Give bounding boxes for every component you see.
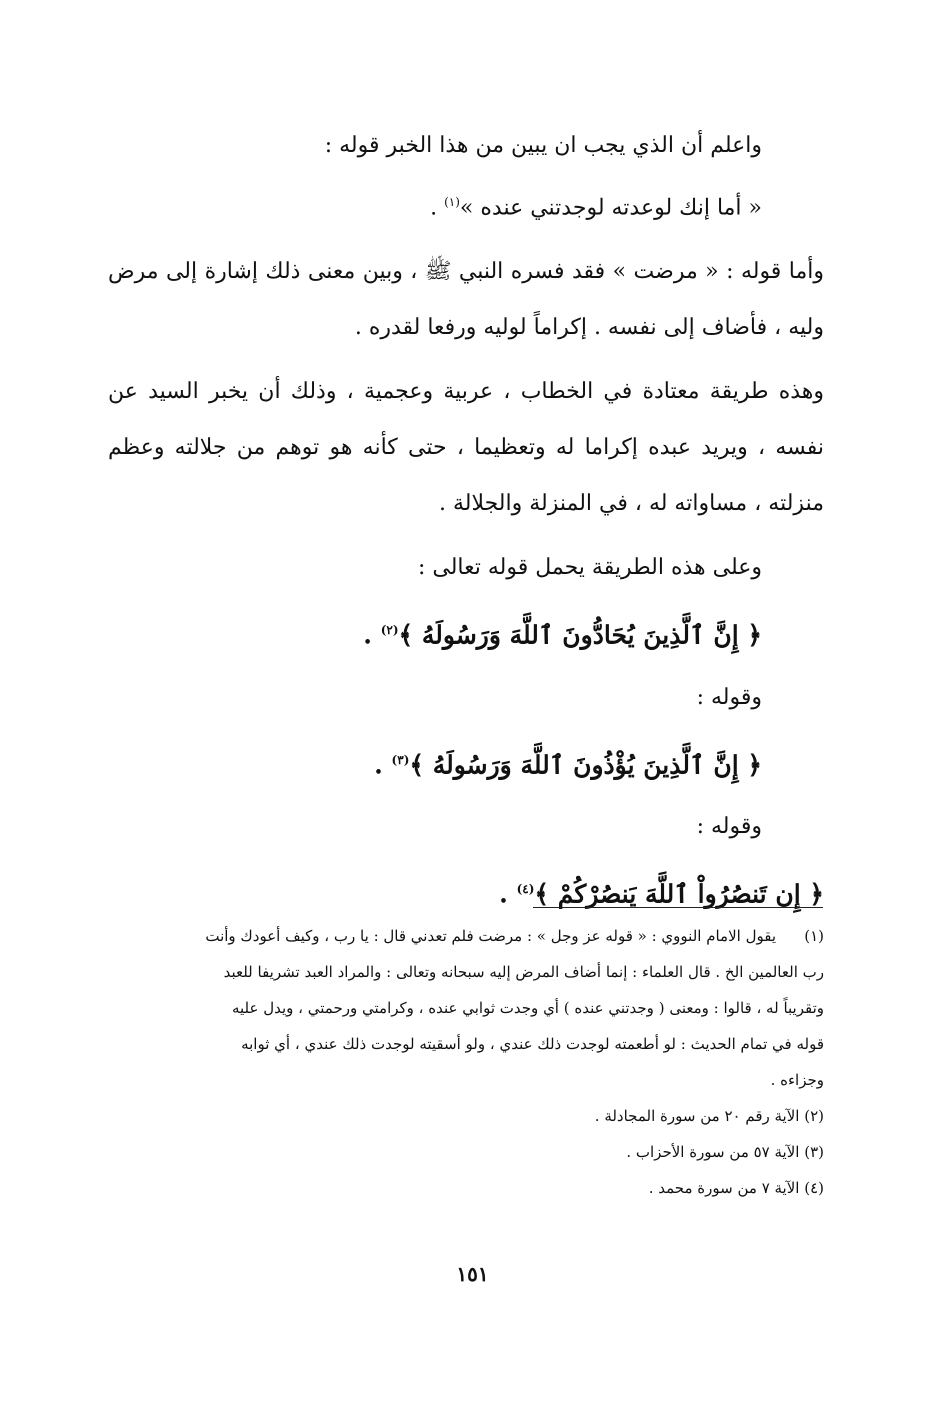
footnote-1-line-2: رب العالمين الخ . قال العلماء : إنما أضاف المرض إليه سبحانه وتعالى : والمراد العبد تشريفا للعبد: [223, 963, 824, 981]
period: .: [374, 749, 383, 779]
footnotes: [108, 918, 824, 1206]
footnote-ref-1: (١): [444, 195, 460, 209]
paragraph-1-line-1: واعلم أن الذي يجب ان يبين من هذا الخبر قوله :: [324, 133, 762, 158]
footnote-1-line-5: وجزاءه .: [770, 1071, 824, 1089]
footnote-3: (٣) الآية ٥٧ من سورة الأحزاب .: [626, 1143, 824, 1161]
footnote-4: (٤) الآية ٧ من سورة محمد .: [648, 1179, 824, 1197]
paragraph-1-line-2: [108, 174, 824, 236]
footnote-ref-3: (٣): [391, 752, 410, 767]
paragraph-2-line-2: وليه ، فأضاف إلى نفسه . إكراماً لوليه ورفعا لقدره .: [354, 315, 824, 341]
footnote-1-line-4: قوله في تمام الحديث : لو أطعمته لوجدت ذلك عندي ، ولو أسقيته لوجدت ذلك عندي ، أي ثوابه: [241, 1035, 824, 1053]
footnote-1-line-1: [108, 918, 824, 954]
main-text: [108, 118, 824, 928]
paragraph-2-line-1: وأما قوله : « مرضت » فقد فسره النبي ﷺ ، وبين معنى ذلك إشارة إلى مرض: [108, 259, 824, 285]
quran-verse-2: [108, 726, 824, 799]
period: .: [430, 195, 438, 221]
quran-verse-1: [108, 596, 824, 669]
footnote-1-line-3: وتقريباً له ، قالوا : ومعنى ( وجدتني عنده ) أي وجدت ثوابي عنده ، وكرامتي ورحمتي ، ويدل عليه: [231, 999, 824, 1017]
verse-text: ﴿ إِنَّ ٱلَّذِينَ يُحَادُّونَ ٱللَّهَ وَرَسُولَهُ ﴾: [398, 620, 762, 650]
period: .: [499, 879, 508, 909]
paragraph-3-line-1: وهذه طريقة معتادة في الخطاب ، عربية وعجمية ، وذلك أن يخبر السيد عن: [108, 379, 824, 405]
hadith-quote: « أما إنك لوعدته لوجدتني عنده »: [459, 195, 762, 221]
footnote-2: (٢) الآية رقم ٢٠ من سورة المجادلة .: [594, 1107, 824, 1125]
footnote-ref-4: (٤): [516, 881, 535, 896]
period: .: [363, 620, 372, 650]
footnote-divider: [533, 907, 823, 908]
paragraph-3-line-3: منزلته ، مساواته له ، في المنزلة والجلالة .: [438, 491, 824, 517]
page-number: ١٥١: [456, 1262, 489, 1286]
paragraph-4-line-1: وعلى هذه الطريقة يحمل قوله تعالى :: [417, 555, 762, 581]
footnote-1-text: يقول الامام النووي : « قوله عز وجل » : مرضت فلم تعدني قال : يا رب ، وكيف أعودك وأنت: [205, 927, 776, 945]
footnote-ref-2: (٢): [380, 623, 399, 638]
footnote-1-number: (١): [804, 927, 824, 945]
paragraph-3-line-2: نفسه ، ويريد عبده إكراما له وتعظيما ، حتى كأنه هو توهم من جلالته وعظم: [108, 435, 824, 461]
verse-text: ﴿ إِن تَنصُرُواْ ٱللَّهَ يَنصُرْكُمْ ﴾: [534, 879, 824, 909]
and-his-saying-2: وقوله :: [696, 813, 762, 839]
verse-text: ﴿ إِنَّ ٱلَّذِينَ يُؤْذُونَ ٱللَّهَ وَرَسُولَهُ ﴾: [409, 749, 762, 779]
and-his-saying-1: وقوله :: [696, 684, 762, 710]
